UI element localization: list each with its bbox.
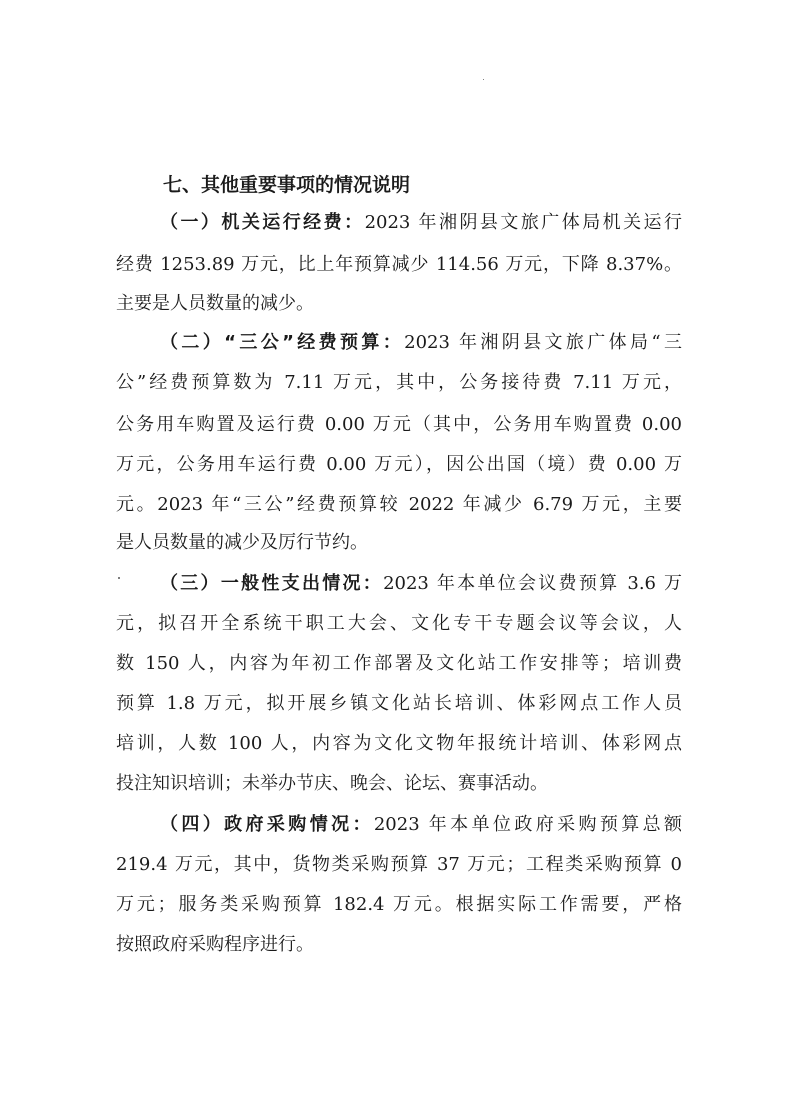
paragraph-3-line-6: 投注知识培训；未举办节庆、晚会、论坛、赛事活动。: [116, 773, 548, 794]
paragraph-1-line-3: 主要是人员数量的减少。: [116, 293, 314, 314]
scan-speck: [118, 577, 120, 579]
paragraph-1-lead: （一）机关运行经费：: [160, 212, 365, 233]
paragraph-2-line-6: 是人员数量的减少及厉行节约。: [116, 532, 368, 553]
paragraph-2-line-4: 万元，公务用车运行费 0.00 万元），因公出国（境）费 0.00 万: [116, 454, 682, 475]
paragraph-3-line-1: （三）一般性支出情况：2023 年本单位会议费预算 3.6 万: [160, 573, 682, 594]
paragraph-3-line-4: 预算 1.8 万元，拟开展乡镇文化站长培训、体彩网点工作人员: [116, 693, 682, 714]
section-title: 七、其他重要事项的情况说明: [163, 174, 411, 196]
paragraph-2-line-5: 元。2023 年“三公”经费预算较 2022 年减少 6.79 万元，主要: [116, 494, 682, 515]
paragraph-3-line-5: 培训，人数 100 人，内容为文化文物年报统计培训、体彩网点: [116, 733, 682, 754]
paragraph-2-lead: （二）“三公”经费预算：: [160, 332, 405, 353]
scan-speck: [483, 79, 484, 80]
paragraph-1-line-2: 经费 1253.89 万元，比上年预算减少 114.56 万元，下降 8.37%。: [116, 254, 682, 275]
paragraph-4-lead: （四）政府采购情况：: [160, 814, 374, 835]
paragraph-4-line-3: 万元；服务类采购预算 182.4 万元。根据实际工作需要，严格: [116, 894, 682, 915]
paragraph-3-line-2: 元，拟召开全系统干职工大会、文化专干专题会议等会议，人: [116, 613, 682, 634]
paragraph-3-lead: （三）一般性支出情况：: [160, 573, 384, 594]
paragraph-2-line-2: 公”经费预算数为 7.11 万元，其中，公务接待费 7.11 万元，: [116, 372, 682, 393]
paragraph-4-line-4: 按照政府采购程序进行。: [116, 934, 314, 955]
paragraph-2-line-1: （二）“三公”经费预算：2023 年湘阴县文旅广体局“三: [160, 332, 682, 353]
paragraph-3-line-3: 数 150 人，内容为年初工作部署及文化站工作安排等；培训费: [116, 653, 682, 674]
paragraph-4-line-2: 219.4 万元，其中，货物类采购预算 37 万元；工程类采购预算 0: [116, 854, 682, 875]
paragraph-4-line-1: （四）政府采购情况：2023 年本单位政府采购预算总额: [160, 814, 683, 835]
paragraph-2-line-3: 公务用车购置及运行费 0.00 万元（其中，公务用车购置费 0.00: [116, 414, 682, 435]
paragraph-1-line-1: （一）机关运行经费：2023 年湘阴县文旅广体局机关运行: [160, 212, 683, 233]
